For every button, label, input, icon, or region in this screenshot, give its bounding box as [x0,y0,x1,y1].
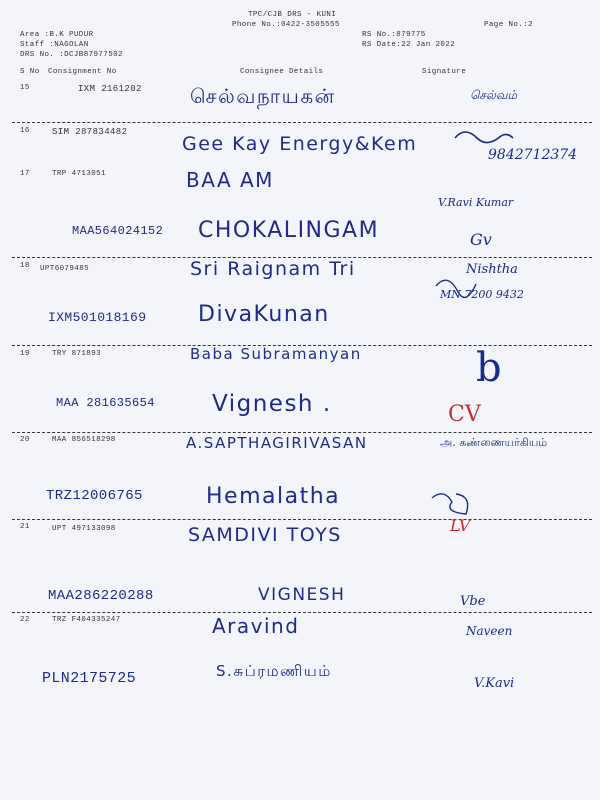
row-sno: 19 [20,350,30,358]
row-sno: 16 [20,127,30,135]
header-phone: Phone No.:0422-3505555 [232,21,340,29]
col-consignee: Consignee Details [240,68,324,76]
col-consignment: Consignment No [48,68,117,76]
row-consignment: UPT 497133098 [52,525,116,533]
staff-label: Staff :NAGOLAN [20,41,89,49]
area-label: Area :B.K PUDUR [20,31,94,39]
row-consignment: MAA564024152 [72,224,164,238]
row-consignee: Sri Raignam Tri [190,258,356,280]
row-consignee: செல்வநாயகன் [190,84,336,108]
row-consignee: S.சுப்ரமணியம் [216,662,332,680]
row-consignee: A.SAPTHAGIRIVASAN [186,434,368,452]
row-consignment: IXM501018169 [48,310,147,325]
row-consignee: VIGNESH [258,585,346,605]
row-signature: b [476,345,502,391]
divider [12,519,592,520]
row-consignment: UPT6079485 [40,265,90,273]
row-consignment: TRZ12006765 [46,488,143,504]
row-consignment: IXM 2161202 [78,84,142,94]
row-signature: V.Kavi [474,676,515,691]
row-signature: Nishtha [466,262,518,277]
row-consignee: Vignesh . [212,391,332,417]
row-signature: CV [448,402,481,427]
row-consignment: MAA 281635654 [56,396,155,410]
rs-date: RS Date:22 Jan 2022 [362,41,456,49]
row-consignment: TRZ F404335247 [52,616,121,624]
row-sno: 15 [20,84,30,92]
row-signature: செல்வம் [470,88,518,102]
row-signature: அ. கண்ணையர்கியம் [440,436,548,449]
row-sno: 20 [20,436,30,444]
row-consignee: CHOKALINGAM [198,218,380,243]
divider [12,432,592,433]
row-consignment: MAA286220288 [48,588,154,604]
row-signature: Vbe [460,594,486,609]
row-signature: Gv [470,230,492,249]
row-consignment: TRP 4713051 [52,170,106,178]
row-consignee: Aravind [212,614,300,638]
row-sno: 21 [20,523,30,531]
rs-number: RS No.:879775 [362,31,426,39]
row-consignee: Gee Kay Energy&Kem [182,133,418,155]
row-consignee: SAMDIVI TOYS [188,524,342,546]
row-consignment: PLN2175725 [42,670,137,687]
row-consignee: DivaKunan [198,302,330,327]
row-consignment: SIM 287834482 [52,127,128,137]
row-signature: Naveen [466,624,513,638]
row-consignment: MAA 856518298 [52,436,116,444]
row-signature: LV [450,516,471,535]
row-sno: 17 [20,170,30,178]
row-sno: 22 [20,616,30,624]
row-signature: 9842712374 [488,147,578,163]
row-signature: MN 7200 9432 [440,288,524,301]
row-consignee: Hemalatha [206,484,341,509]
row-signature: V.Ravi Kumar [438,196,514,209]
row-sno: 18 [20,262,30,270]
col-signature: Signature [422,68,467,76]
divider [12,122,592,123]
row-consignment: TRY 871893 [52,350,102,358]
drs-number: DRS No. :DCJB87977502 [20,51,123,59]
header-title: TPC/CJB DRS - KUNI [248,11,337,19]
row-consignee: BAA AM [186,168,274,192]
col-sno: S No [20,68,40,76]
page-number: Page No.:2 [484,21,534,29]
row-consignee: Baba Subramanyan [190,345,362,363]
divider [12,612,592,613]
